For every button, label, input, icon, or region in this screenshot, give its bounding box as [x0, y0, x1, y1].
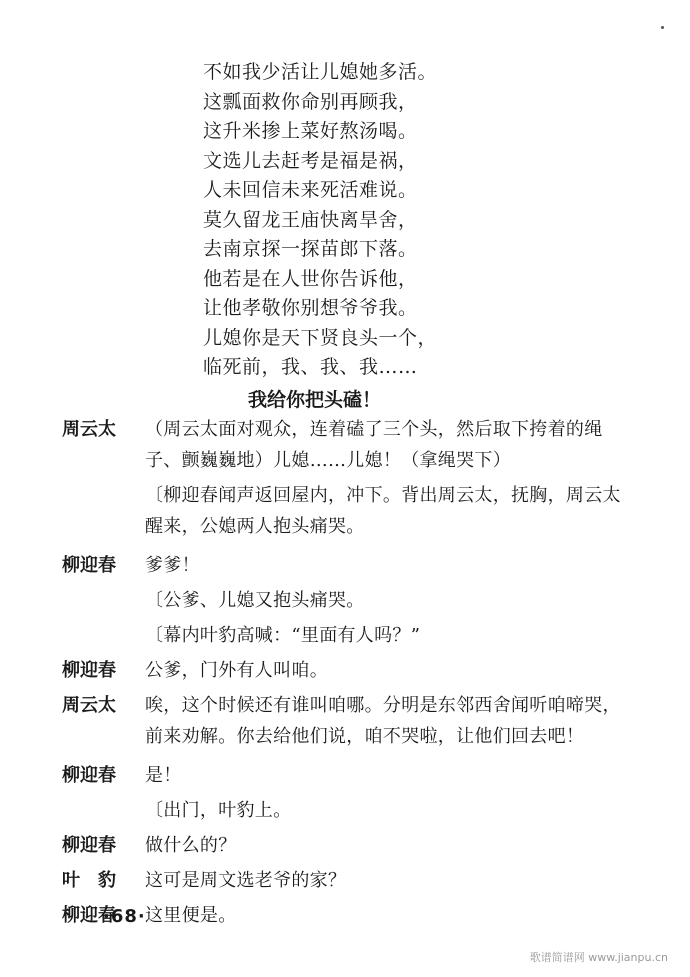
dialogue-row [62, 550, 622, 581]
verse-line: 让他孝敬你别想爷爷我。 [203, 297, 418, 319]
verse-line: 儿媳你是天下贤良头一个， [203, 326, 438, 349]
stage-direction: 〔柳迎春闻声返回屋内，冲下。背出周云太，抚胸，周云太醒来，公媳两人抱头痛哭。 [145, 485, 621, 537]
speaker-name: 柳迎春 [62, 835, 116, 856]
dialogue-row [62, 585, 622, 616]
stage-direction: 〔公爹、儿媳又抱头痛哭。 [145, 590, 365, 611]
dialogue-row [62, 900, 622, 931]
dialogue-row [62, 414, 622, 476]
speech-text: 这可是周文选老爷的家？ [145, 870, 347, 891]
speaker-name: 柳迎春 [62, 765, 116, 786]
speech-text: （周云太面对观众，连着磕了三个头，然后取下挎着的绳子、颤巍巍地）儿媳……儿媳！（拿绳哭下） [145, 419, 603, 471]
dialogue-row [62, 480, 622, 542]
speaker-name: 周云太 [62, 419, 116, 440]
dialogue-row [62, 760, 622, 791]
verse-line: 文选儿去赶考是福是祸， [203, 149, 418, 172]
dialogue-row [62, 830, 622, 861]
speaker-name: 柳迎春 [62, 660, 116, 681]
dialogue-row [62, 620, 622, 651]
dialogue-row [62, 795, 622, 826]
site-watermark: 歌谱简谱网 www.jianpu.cn [529, 951, 668, 964]
verse-line: 人未回信未来死活难说。 [203, 179, 418, 201]
verse-line: 这升米掺上菜好熬汤喝。 [203, 120, 418, 142]
dialogue-block [62, 414, 622, 931]
speech-text: 爹爹！ [145, 555, 200, 576]
speech-text: 公爹，门外有人叫咱。 [145, 660, 328, 681]
speaker-name: 叶 豹 [62, 870, 116, 891]
dialogue-row [62, 655, 622, 686]
verse-line: 去南京探一探苗郎下落。 [203, 238, 418, 260]
dialogue-row [62, 865, 622, 896]
verse-line: 莫久留龙王庙快离旱舍， [203, 208, 418, 231]
speaker-name: 柳迎春 [62, 555, 116, 576]
speech-text: 是！ [145, 765, 182, 786]
dialogue-row [62, 690, 622, 752]
speaker-name: 周云太 [62, 695, 116, 716]
speech-text: 唉，这个时候还有谁叫咱哪。分明是东邻西舍闻听咱啼哭，前来劝解。你去给他们说，咱不哭啦，让他们回去吧！ [145, 695, 621, 747]
verse-final-line: 我给你把头磕！ [248, 389, 382, 411]
page-number: ·68· [103, 906, 146, 927]
page-corner-mark [661, 26, 664, 29]
speech-text: 做什么的？ [145, 835, 237, 856]
verse-line: 这瓢面救你命别再顾我， [203, 90, 418, 113]
verse-block [203, 58, 663, 383]
verse-line: 他若是在人世你告诉他， [203, 267, 418, 290]
stage-direction: 〔出门，叶豹上。 [145, 800, 292, 821]
verse-line: 不如我少活让儿媳她多活。 [203, 61, 438, 83]
speech-text: 这里便是。 [145, 905, 237, 926]
verse-line: 临死前，我、我、我…… [203, 356, 418, 378]
speaker-name: 柳迎春 [62, 905, 116, 926]
stage-direction: 〔幕内叶豹高喊：“里面有人吗？” [145, 625, 421, 646]
